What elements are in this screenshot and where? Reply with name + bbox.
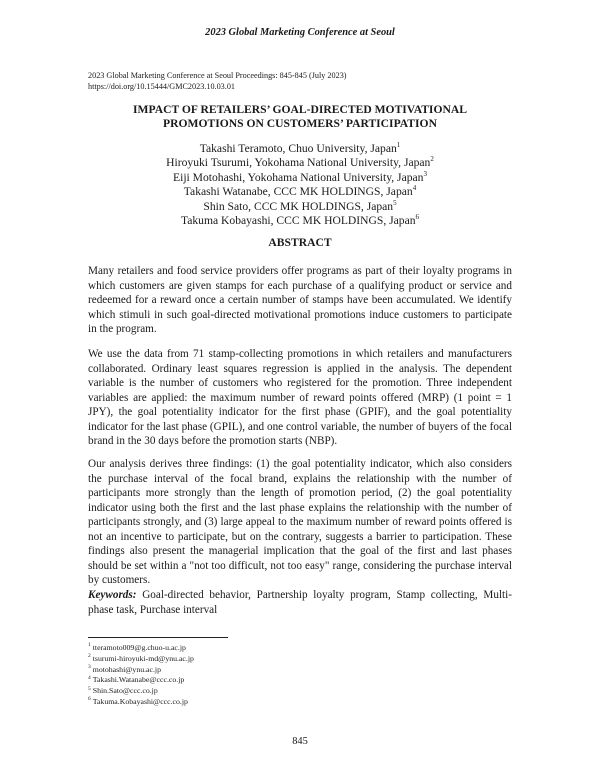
footnote-mark: 1 [396, 141, 401, 150]
footnote-mark: 1 [88, 642, 91, 649]
author-name: Takashi Watanabe, CCC MK HOLDINGS, Japan [183, 185, 413, 199]
footnote-email[interactable]: tteramoto009@g.chuo-u.ac.jp [92, 643, 186, 652]
keywords-text: Goal-directed behavior, Partnership loyalty program, Stamp collecting, Multi-phase task, Purchase interval [88, 589, 512, 616]
footnote [88, 654, 194, 665]
footnote-mark: 2 [88, 653, 91, 660]
footnote-mark: 5 [393, 198, 397, 207]
footnote-mark: 4 [88, 674, 91, 681]
title-line-1: IMPACT OF RETAILERS’ GOAL-DIRECTED MOTIVATIONAL [133, 103, 467, 116]
footnote [88, 697, 194, 708]
author-name: Eiji Motohashi, Yokohama National University, Japan [173, 170, 424, 184]
doi-link[interactable]: https://doi.org/10.15444/GMC2023.10.03.01 [88, 82, 236, 91]
footnote-mark: 3 [423, 169, 427, 178]
abstract-paragraph-1: Many retailers and food service providers offer programs as part of their loyalty programs in which customers are given stamps for each purchase of a qualifying product or service and redeemed for a reward once a certain number of stamps have been accumulated. We identify which stimuli in such goal-directed motivational promotions induce customers to participate in the program. [88, 265, 512, 335]
footnote-mark: 3 [88, 664, 91, 670]
proceedings-info [88, 70, 347, 92]
footnote [88, 675, 194, 686]
footnote [88, 643, 194, 654]
author-name: Takuma Kobayashi, CCC MK HOLDINGS, Japan [180, 214, 416, 228]
footnote [88, 686, 194, 697]
footnote-email[interactable]: Takashi.Watanabe@ccc.co.jp [92, 675, 185, 685]
author-name: Hiroyuki Tsurumi, Yokohama National University, Japan [166, 156, 431, 170]
footnotes [88, 643, 194, 708]
proceedings-citation: 2023 Global Marketing Conference at Seoul Proceedings: 845-845 (July 2023) [88, 71, 347, 80]
author-list [88, 142, 512, 228]
footnote-email[interactable]: tsurumi-hiroyuki-md@ynu.ac.jp [92, 653, 194, 663]
footnote-mark: 4 [412, 184, 417, 193]
author-line [88, 214, 512, 228]
footnote-mark: 2 [430, 155, 434, 164]
abstract-paragraph-2: We use the data from 71 stamp-collecting promotions in which retailers and manufacturers collaborated. Ordinary least squares regression is applied in the analysis. The dependent variable is the number of customers who registered for the promotion. Three independent variables are applied: the maximum number of reward points offered (MRP) (1 point = 1 JPY), the goal potentiality indicator for the first phase (GPIF), and the goal potentiality indicator for the last phase (GPIL), and one control variable, the number of buyers of the focal brand in the 30 days before the promotion starts (NBP). [88, 348, 512, 447]
keywords-label: Keywords: [88, 589, 137, 601]
title-line-2: PROMOTIONS ON CUSTOMERS’ PARTICIPATION [163, 117, 437, 130]
footnote-email[interactable]: Shin.Sato@ccc.co.jp [92, 686, 158, 696]
page-number: 845 [292, 736, 308, 747]
footnote-email[interactable]: motohashi@ynu.ac.jp [92, 664, 161, 674]
author-name: Takashi Teramoto, Chuo University, Japan [199, 142, 397, 155]
keywords [88, 588, 512, 617]
abstract-heading: ABSTRACT [268, 236, 332, 249]
paper-title [88, 103, 512, 131]
author-line [88, 185, 512, 199]
abstract-paragraph-3: Our analysis derives three findings: (1) the goal potentiality indicator, which also considers the purchase interval of the focal brand, explains the relationship with the number of participants more strongly than the length of promotion period, (2) the goal potentiality indicator using both the first and the last phase explains the relationship with the number of participants strongly, and (3) large appeal to the maximum number of reward points offered is not an incentive to participate, but on the contrary, suggests a barrier to participation. These findings also present the managerial implication that the goal of the first and last phases should be set within a "not too difficult, not too easy" range, considering the purchase interval by customers. [88, 458, 512, 586]
footnote-divider [88, 637, 228, 638]
footnote-mark: 6 [415, 213, 420, 222]
author-name: Shin Sato, CCC MK HOLDINGS, Japan [203, 199, 394, 213]
footnote-email[interactable]: Takuma.Kobayashi@ccc.co.jp [92, 696, 188, 706]
running-header: 2023 Global Marketing Conference at Seoul [205, 27, 395, 38]
author-line [88, 171, 512, 185]
footnote-mark: 5 [88, 685, 91, 692]
footnote [88, 665, 194, 676]
author-line [88, 142, 512, 156]
author-line [88, 200, 512, 214]
author-line [88, 156, 512, 170]
footnote-mark: 6 [88, 696, 91, 703]
